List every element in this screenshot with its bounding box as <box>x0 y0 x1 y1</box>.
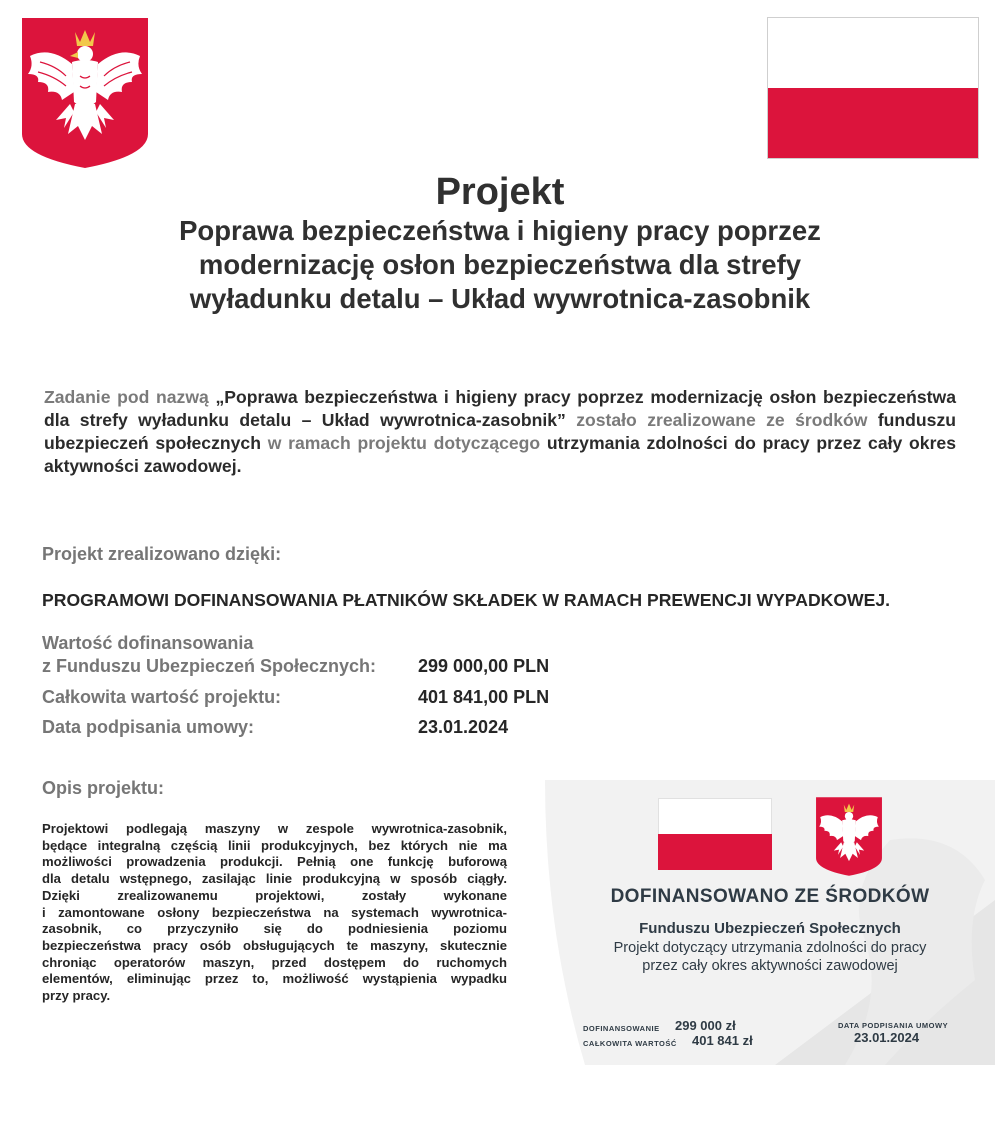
task-text-3: w ramach projektu dotyczącego <box>260 433 547 453</box>
task-bold-2: funduszu ubezpieczeń społecznych <box>44 410 956 453</box>
task-text-2: zostało zrealizowane ze środków <box>565 410 878 430</box>
funding-label-line-2: z Funduszu Ubezpieczeń Społecznych: <box>42 656 377 676</box>
funding-value: 299 000,00 PLN <box>418 656 550 676</box>
program-name: PROGRAMOWI DOFINANSOWANIA PŁATNIKÓW SKŁADEK W RAMACH PREWENCJI WYPADKOWEJ. <box>42 590 891 610</box>
total-label: Całkowita wartość projektu: <box>42 687 282 707</box>
description-label: Opis projektu: <box>42 778 165 798</box>
banner-title: DOFINANSOWANO ZE ŚRODKÓW <box>610 886 930 907</box>
banner-flag-icon <box>658 798 772 870</box>
project-name-line-2: modernizację osłon bezpieczeństwa dla strefy <box>198 249 802 280</box>
page-title: Projekt <box>435 171 565 213</box>
task-bold-3: utrzymania zdolności do pracy przez cały okres aktywności zawodowej. <box>44 433 956 476</box>
banner-total-value: 401 841 zł <box>692 1033 753 1048</box>
banner-date-value: 23.01.2024 <box>854 1030 920 1045</box>
description-line: Dzięki zrealizowanemu projektowi, zostały wykonane <box>42 887 507 903</box>
date-label: Data podpisania umowy: <box>42 717 255 737</box>
description-line: i zamontowane osłony bezpieczeństwa na systemach wywrotnica- <box>42 904 507 920</box>
title-block <box>0 170 1000 316</box>
realized-label: Projekt zrealizowano dzięki: <box>42 544 282 564</box>
description-line: przy pracy. <box>42 988 111 1004</box>
banner-funding-value: 299 000 zł <box>675 1018 736 1033</box>
description-line: chroniąc operatorów maszyn, przed dostępem do ruchomych <box>42 954 507 970</box>
project-name-line-3: wyładunku detalu – Układ wywrotnica-zasobnik <box>189 283 811 314</box>
banner-fund-name: Funduszu Ubezpieczeń Społecznych <box>639 920 901 937</box>
banner-total-label: CAŁKOWITA WARTOŚĆ <box>583 1039 677 1048</box>
task-paragraph <box>44 386 956 478</box>
task-text-1: Zadanie pod nazwą <box>44 387 216 407</box>
total-value: 401 841,00 PLN <box>418 687 550 707</box>
banner-funding-label: DOFINANSOWANIE <box>583 1024 660 1033</box>
description-line: Projektowi podlegają maszyny w zespole wywrotnica-zasobnik, <box>42 821 507 836</box>
task-bold-1: „Poprawa bezpieczeństwa i higieny pracy poprzez modernizację osłon bezpieczeństwa dla strefy wyładunku detalu – Układ wywrotnica-zasobnik” <box>44 387 957 430</box>
funding-label-line-1: Wartość dofinansowania <box>42 633 254 653</box>
description-line: zasobnik, co przyczyniło się do podniesienia poziomu <box>42 921 507 937</box>
description-line: elementów, eliminując przez to, możliwość wystąpienia wypadku <box>42 971 507 987</box>
polish-flag-icon <box>767 17 979 159</box>
description-text <box>42 821 507 1005</box>
banner-project-line-1: Projekt dotyczący utrzymania zdolności do pracy <box>613 940 927 956</box>
description-line: będące integralną częścią linii produkcyjnych, bez których nie ma <box>42 837 507 853</box>
banner-date-label: DATA PODPISANIA UMOWY <box>838 1021 949 1030</box>
banner-emblem-icon <box>815 796 883 876</box>
banner-project-line-2: przez cały okres aktywności zawodowej <box>642 958 898 974</box>
project-name-line-1: Poprawa bezpieczeństwa i higieny pracy poprzez <box>179 215 821 246</box>
funding-banner <box>545 780 995 1065</box>
description-line: możliwości prowadzenia produkcji. Pełnią one funkcję buforową <box>42 854 507 870</box>
description-line: bezpieczeństwa pracy osób obsługujących te maszyny, skutecznie <box>42 937 507 953</box>
date-value: 23.01.2024 <box>418 717 509 737</box>
polish-emblem-icon <box>20 16 150 168</box>
description-line: dla detalu wstępnego, zasilając linie produkcyjną w sposób ciągły. <box>42 871 507 887</box>
